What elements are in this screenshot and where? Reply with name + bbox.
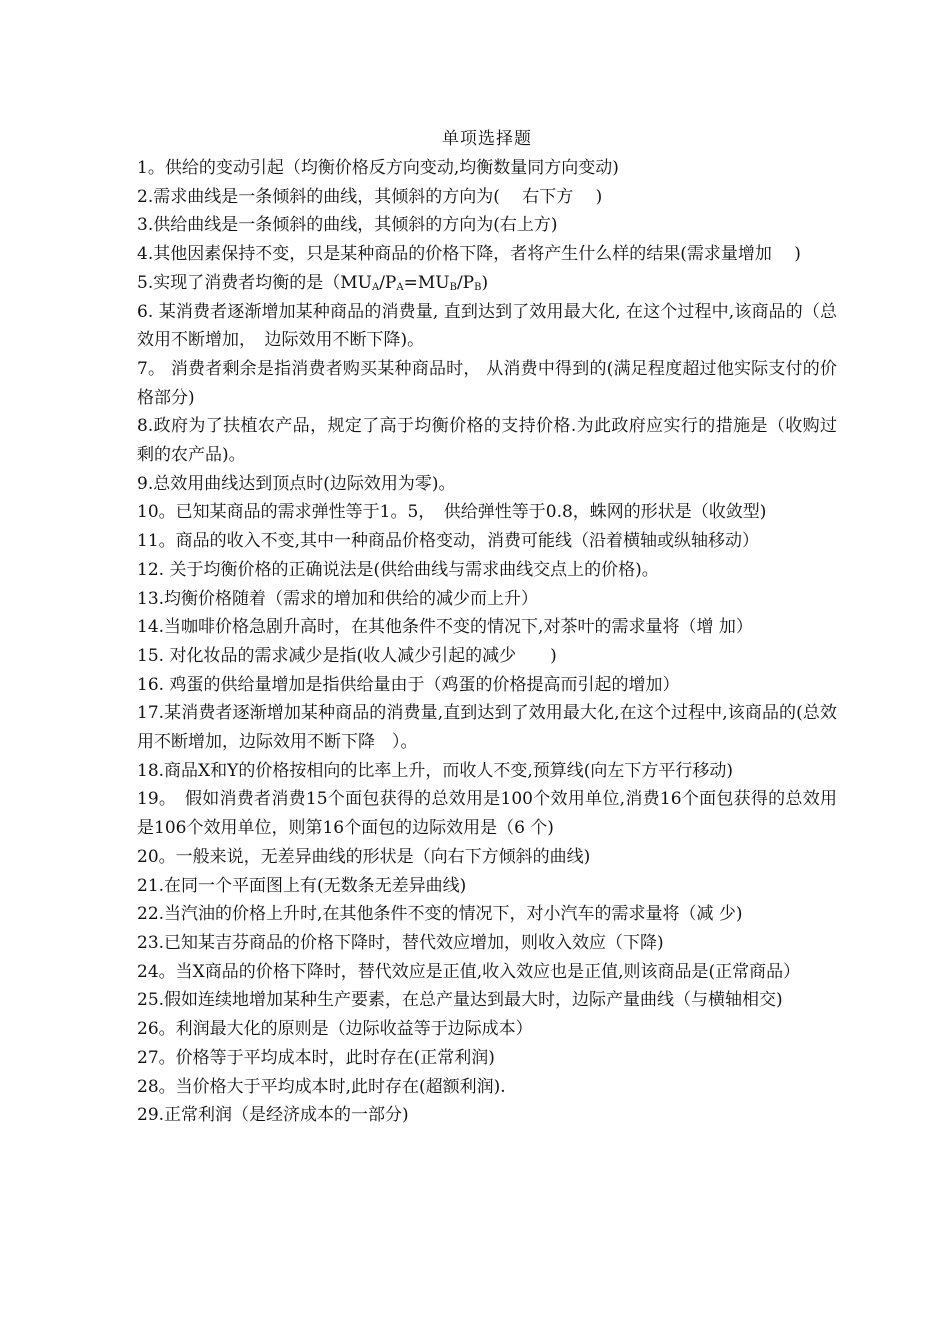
question-item: 26。利润最大化的原则是（边际收益等于边际成本） bbox=[137, 1019, 533, 1040]
question-item: 19。 假如消费者消费15个面包获得的总效用是100个效用单位,消费16个面包获得的总效用是106个效用单位，则第16个面包的边际效用是（6 个) bbox=[137, 789, 837, 839]
question-item: 13.均衡价格随着（需求的增加和供给的减少而上升） bbox=[137, 588, 539, 609]
question-item: 28。当价格大于平均成本时,此时存在(超额利润). bbox=[137, 1076, 506, 1097]
question-item: 9.总效用曲线达到顶点时(边际效用为零)。 bbox=[137, 473, 456, 494]
question-item: 7。 消费者剩余是指消费者购买某种商品时， 从消费中得到的(满足程度超过他实际支付的价格部分) bbox=[137, 358, 837, 408]
question-item: 25.假如连续地增加某种生产要素，在总产量达到最大时，边际产量曲线（与横轴相交) bbox=[137, 990, 783, 1011]
question-item: 24。当X商品的价格下降时，替代效应是正值,收入效应也是正值,则该商品是(正常商品） bbox=[137, 961, 801, 982]
question-item: 1。供给的变动引起（均衡价格反方向变动,均衡数量同方向变动) bbox=[137, 158, 619, 178]
question-item: 10。已知某商品的需求弹性等于1。5， 供给弹性等于0.8，蛛网的形状是（收敛型) bbox=[137, 502, 767, 523]
question-item: 18.商品X和Y的价格按相向的比率上升，而收人不变,预算线(向左下方平行移动) bbox=[137, 760, 734, 781]
question-item: 14.当咖啡价格急剧升高时，在其他条件不变的情况下,对茶叶的需求量将（增 加） bbox=[137, 617, 753, 638]
question-item: 8.政府为了扶植农产品，规定了高于均衡价格的支持价格.为此政府应实行的措施是（收购过剩的农产品)。 bbox=[137, 416, 837, 466]
question-item: 2.需求曲线是一条倾斜的曲线，其倾斜的方向为( 右下方 ) bbox=[137, 186, 603, 207]
question-item: 3.供给曲线是一条倾斜的曲线，其倾斜的方向为(右上方) bbox=[137, 215, 558, 236]
question-item: 20。一般来说，无差异曲线的形状是（向右下方倾斜的曲线) bbox=[137, 846, 591, 867]
question-item: 16. 鸡蛋的供给量增加是指供给量由于（鸡蛋的价格提高而引起的增加） bbox=[137, 674, 680, 695]
question-item: 23.已知某吉芬商品的价格下降时，替代效应增加，则收入效应（下降) bbox=[137, 932, 664, 953]
page-title: 单项选择题 bbox=[442, 129, 532, 149]
question-item: 17.某消费者逐渐增加某种商品的消费量,直到达到了效用最大化,在这个过程中,该商品的(总效用不断增加，边际效用不断下降 ）。 bbox=[137, 703, 837, 753]
question-item: 6. 某消费者逐渐增加某种商品的消费量, 直到达到了效用最大化, 在这个过程中,该商品的（总效用不断增加， 边际效用不断下降)。 bbox=[137, 301, 837, 351]
question-item: 15. 对化妆品的需求减少是指(收人减少引起的减少 ) bbox=[137, 645, 557, 666]
question-item: 4.其他因素保持不变，只是某种商品的价格下降，者将产生什么样的结果(需求量增加 ) bbox=[137, 244, 801, 265]
question-item: 29.正常利润（是经济成本的一部分) bbox=[137, 1105, 409, 1126]
question-item: 27。价格等于平均成本时，此时存在(正常利润) bbox=[137, 1047, 495, 1068]
question-item: 5.实现了消费者均衡的是$(MU_A/P_A=MU_B/P_B)$ bbox=[137, 272, 489, 293]
question-item: 11。商品的收入不变,其中一种商品价格变动，消费可能线（沿着横轴或纵轴移动） bbox=[137, 531, 760, 552]
question-item: 22.当汽油的价格上升时,在其他条件不变的情况下，对小汽车的需求量将（减 少) bbox=[137, 904, 743, 925]
question-list bbox=[137, 154, 837, 1130]
question-item: 12. 关于均衡价格的正确说法是(供给曲线与需求曲线交点上的价格)。 bbox=[137, 559, 659, 580]
document-page bbox=[137, 124, 837, 1130]
question-item: 21.在同一个平面图上有(无数条无差异曲线) bbox=[137, 875, 467, 896]
